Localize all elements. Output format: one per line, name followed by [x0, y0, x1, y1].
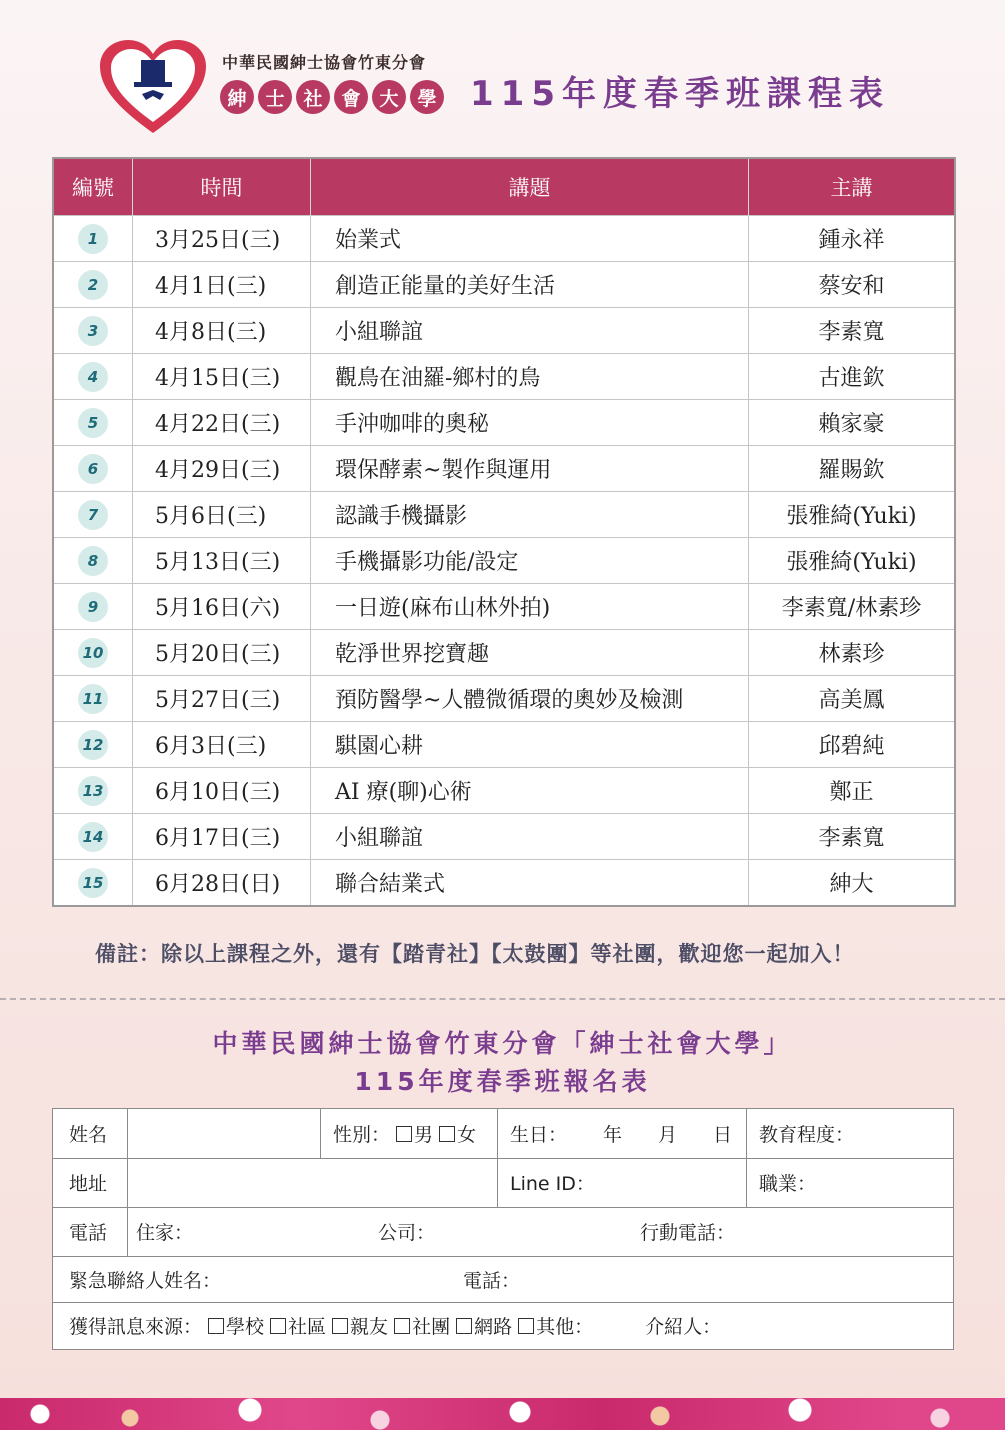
source-option: 其他：	[536, 1316, 594, 1338]
education-field[interactable]: 教育程度：	[746, 1109, 955, 1158]
row-number-badge: 1	[78, 224, 108, 254]
row-number-badge: 2	[78, 270, 108, 300]
emergency-contact-field[interactable]: 緊急聯絡人姓名：	[69, 1269, 222, 1292]
header-speaker: 主講	[749, 158, 956, 216]
row-number-cell	[53, 630, 133, 676]
form-title: 中華民國紳士協會竹東分會「紳士社會大學」	[212, 1029, 793, 1058]
row-speaker: 羅賜欽	[749, 446, 956, 492]
row-number-badge: 8	[78, 546, 108, 576]
row-topic: 小組聯誼	[311, 814, 749, 860]
female-label: 女	[457, 1124, 477, 1146]
org-char: 會	[334, 80, 368, 114]
school-checkbox-icon[interactable]	[208, 1318, 224, 1334]
gender-field[interactable]	[320, 1109, 497, 1158]
row-speaker: 張雅綺(Yuki)	[749, 538, 956, 584]
source-field	[53, 1302, 955, 1349]
table-row	[53, 538, 955, 584]
table-row	[53, 584, 955, 630]
source-label: 獲得訊息來源：	[69, 1316, 203, 1338]
row-number-cell	[53, 354, 133, 400]
row-date: 5月13日(三)	[133, 538, 311, 584]
referrer-label[interactable]: 介紹人：	[645, 1316, 722, 1338]
row-number-badge: 4	[78, 362, 108, 392]
row-number-cell	[53, 584, 133, 630]
line-id-field[interactable]: Line ID：	[497, 1158, 746, 1207]
table-row	[53, 400, 955, 446]
table-row	[53, 446, 955, 492]
month-label: 月	[658, 1124, 678, 1146]
row-number-badge: 11	[78, 684, 108, 714]
job-field[interactable]: 職業：	[746, 1158, 955, 1207]
club-checkbox-icon[interactable]	[394, 1318, 410, 1334]
row-topic: 乾淨世界挖寶趣	[311, 630, 749, 676]
row-number-cell	[53, 860, 133, 907]
row-topic: 環保酵素~製作與運用	[311, 446, 749, 492]
source-option: 學校	[226, 1316, 265, 1338]
row-date: 4月15日(三)	[133, 354, 311, 400]
female-checkbox-icon[interactable]	[439, 1126, 455, 1142]
form-subtitle: 115年度春季班報名表	[354, 1067, 651, 1096]
source-option: 網路	[474, 1316, 513, 1338]
row-date: 5月16日(六)	[133, 584, 311, 630]
row-topic: 手機攝影功能/設定	[311, 538, 749, 584]
schedule-table	[52, 157, 956, 907]
row-speaker: 鄭正	[749, 768, 956, 814]
row-number-cell	[53, 262, 133, 308]
form-row-phone	[53, 1207, 953, 1257]
row-number-badge: 13	[78, 776, 108, 806]
row-speaker: 邱碧純	[749, 722, 956, 768]
row-date: 3月25日(三)	[133, 216, 311, 262]
male-checkbox-icon[interactable]	[396, 1126, 412, 1142]
header-number: 編號	[53, 158, 133, 216]
org-char: 社	[296, 80, 330, 114]
day-label: 日	[713, 1124, 733, 1146]
cut-line-divider	[0, 998, 1005, 1000]
phone-label: 電話	[69, 1222, 108, 1244]
row-topic: 預防醫學~人體微循環的奧妙及檢測	[311, 676, 749, 722]
row-date: 5月6日(三)	[133, 492, 311, 538]
source-option: 社團	[412, 1316, 451, 1338]
row-number-cell	[53, 768, 133, 814]
table-row	[53, 492, 955, 538]
table-row	[53, 768, 955, 814]
row-number-cell	[53, 492, 133, 538]
form-row-emergency	[53, 1256, 953, 1303]
row-speaker: 張雅綺(Yuki)	[749, 492, 956, 538]
row-date: 5月27日(三)	[133, 676, 311, 722]
row-number-badge: 6	[78, 454, 108, 484]
row-speaker: 紳大	[749, 860, 956, 907]
row-topic: 觀鳥在油羅-鄉村的鳥	[311, 354, 749, 400]
company-phone-label: 公司：	[378, 1222, 436, 1244]
source-option: 社區	[288, 1316, 327, 1338]
row-topic: 創造正能量的美好生活	[311, 262, 749, 308]
row-number-cell	[53, 538, 133, 584]
row-number-badge: 14	[78, 822, 108, 852]
other-checkbox-icon[interactable]	[518, 1318, 534, 1334]
mobile-phone-label: 行動電話：	[640, 1222, 736, 1244]
row-date: 6月3日(三)	[133, 722, 311, 768]
table-row	[53, 676, 955, 722]
table-header-row	[53, 158, 955, 216]
source-option: 親友	[350, 1316, 389, 1338]
row-speaker: 李素寬	[749, 308, 956, 354]
table-row	[53, 308, 955, 354]
row-number-cell	[53, 308, 133, 354]
row-number-cell	[53, 446, 133, 492]
community-checkbox-icon[interactable]	[270, 1318, 286, 1334]
row-topic: 聯合結業式	[311, 860, 749, 907]
org-badge-row	[220, 80, 444, 114]
table-row	[53, 860, 955, 907]
row-number-cell	[53, 216, 133, 262]
table-row	[53, 354, 955, 400]
male-label: 男	[414, 1124, 434, 1146]
form-row-name	[53, 1109, 953, 1159]
header-date: 時間	[133, 158, 311, 216]
internet-checkbox-icon[interactable]	[456, 1318, 472, 1334]
registration-form	[52, 1108, 954, 1350]
row-number-cell	[53, 400, 133, 446]
org-char: 大	[372, 80, 406, 114]
name-field[interactable]	[127, 1109, 320, 1158]
table-row	[53, 814, 955, 860]
row-topic: 小組聯誼	[311, 308, 749, 354]
row-topic: 一日遊(麻布山林外拍)	[311, 584, 749, 630]
org-name: 中華民國紳士協會竹東分會	[222, 53, 427, 72]
row-speaker: 鍾永祥	[749, 216, 956, 262]
row-speaker: 高美鳳	[749, 676, 956, 722]
page-header	[0, 0, 1005, 150]
form-row-address	[53, 1158, 953, 1208]
address-label: 地址	[69, 1173, 108, 1195]
page-title: 115年度春季班課程表	[470, 74, 890, 114]
row-speaker: 蔡安和	[749, 262, 956, 308]
row-number-cell	[53, 722, 133, 768]
row-date: 5月20日(三)	[133, 630, 311, 676]
row-number-cell	[53, 814, 133, 860]
floral-border	[0, 1398, 1005, 1430]
row-speaker: 林素珍	[749, 630, 956, 676]
row-topic: AI 療(聊)心術	[311, 768, 749, 814]
row-number-badge: 15	[78, 868, 108, 898]
home-phone-label: 住家：	[136, 1222, 194, 1244]
note-text: 備註：除以上課程之外，還有【踏青社】【太鼓團】等社團，歡迎您一起加入！	[95, 941, 855, 966]
table-row	[53, 216, 955, 262]
row-speaker: 李素寬/林素珍	[749, 584, 956, 630]
table-row	[53, 262, 955, 308]
org-char: 學	[410, 80, 444, 114]
gender-label: 性別：	[333, 1124, 391, 1146]
row-number-badge: 9	[78, 592, 108, 622]
row-date: 4月29日(三)	[133, 446, 311, 492]
row-date: 6月17日(三)	[133, 814, 311, 860]
row-date: 6月10日(三)	[133, 768, 311, 814]
birthday-label: 生日：	[510, 1124, 568, 1146]
row-number-badge: 12	[78, 730, 108, 760]
row-speaker: 李素寬	[749, 814, 956, 860]
friends-checkbox-icon[interactable]	[332, 1318, 348, 1334]
org-char: 紳	[220, 80, 254, 114]
row-number-cell	[53, 676, 133, 722]
row-topic: 認識手機攝影	[311, 492, 749, 538]
row-number-badge: 3	[78, 316, 108, 346]
row-number-badge: 10	[78, 638, 108, 668]
org-char: 士	[258, 80, 292, 114]
row-number-badge: 7	[78, 500, 108, 530]
birthday-field[interactable]	[497, 1109, 746, 1158]
row-topic: 手沖咖啡的奧秘	[311, 400, 749, 446]
row-date: 4月8日(三)	[133, 308, 311, 354]
table-row	[53, 630, 955, 676]
row-number-badge: 5	[78, 408, 108, 438]
heart-logo-icon	[98, 38, 208, 138]
address-field[interactable]	[127, 1158, 497, 1207]
row-date: 4月1日(三)	[133, 262, 311, 308]
row-speaker: 古進欽	[749, 354, 956, 400]
row-date: 6月28日(日)	[133, 860, 311, 907]
row-date: 4月22日(三)	[133, 400, 311, 446]
row-speaker: 賴家豪	[749, 400, 956, 446]
schedule-body	[53, 216, 955, 907]
emergency-phone-field[interactable]: 電話：	[463, 1269, 521, 1292]
form-row-source	[53, 1302, 953, 1349]
year-label: 年	[603, 1124, 623, 1146]
phone-field[interactable]	[127, 1207, 955, 1256]
row-topic: 始業式	[311, 216, 749, 262]
row-topic: 騏園心耕	[311, 722, 749, 768]
table-row	[53, 722, 955, 768]
name-label: 姓名	[69, 1124, 108, 1146]
header-topic: 講題	[311, 158, 749, 216]
